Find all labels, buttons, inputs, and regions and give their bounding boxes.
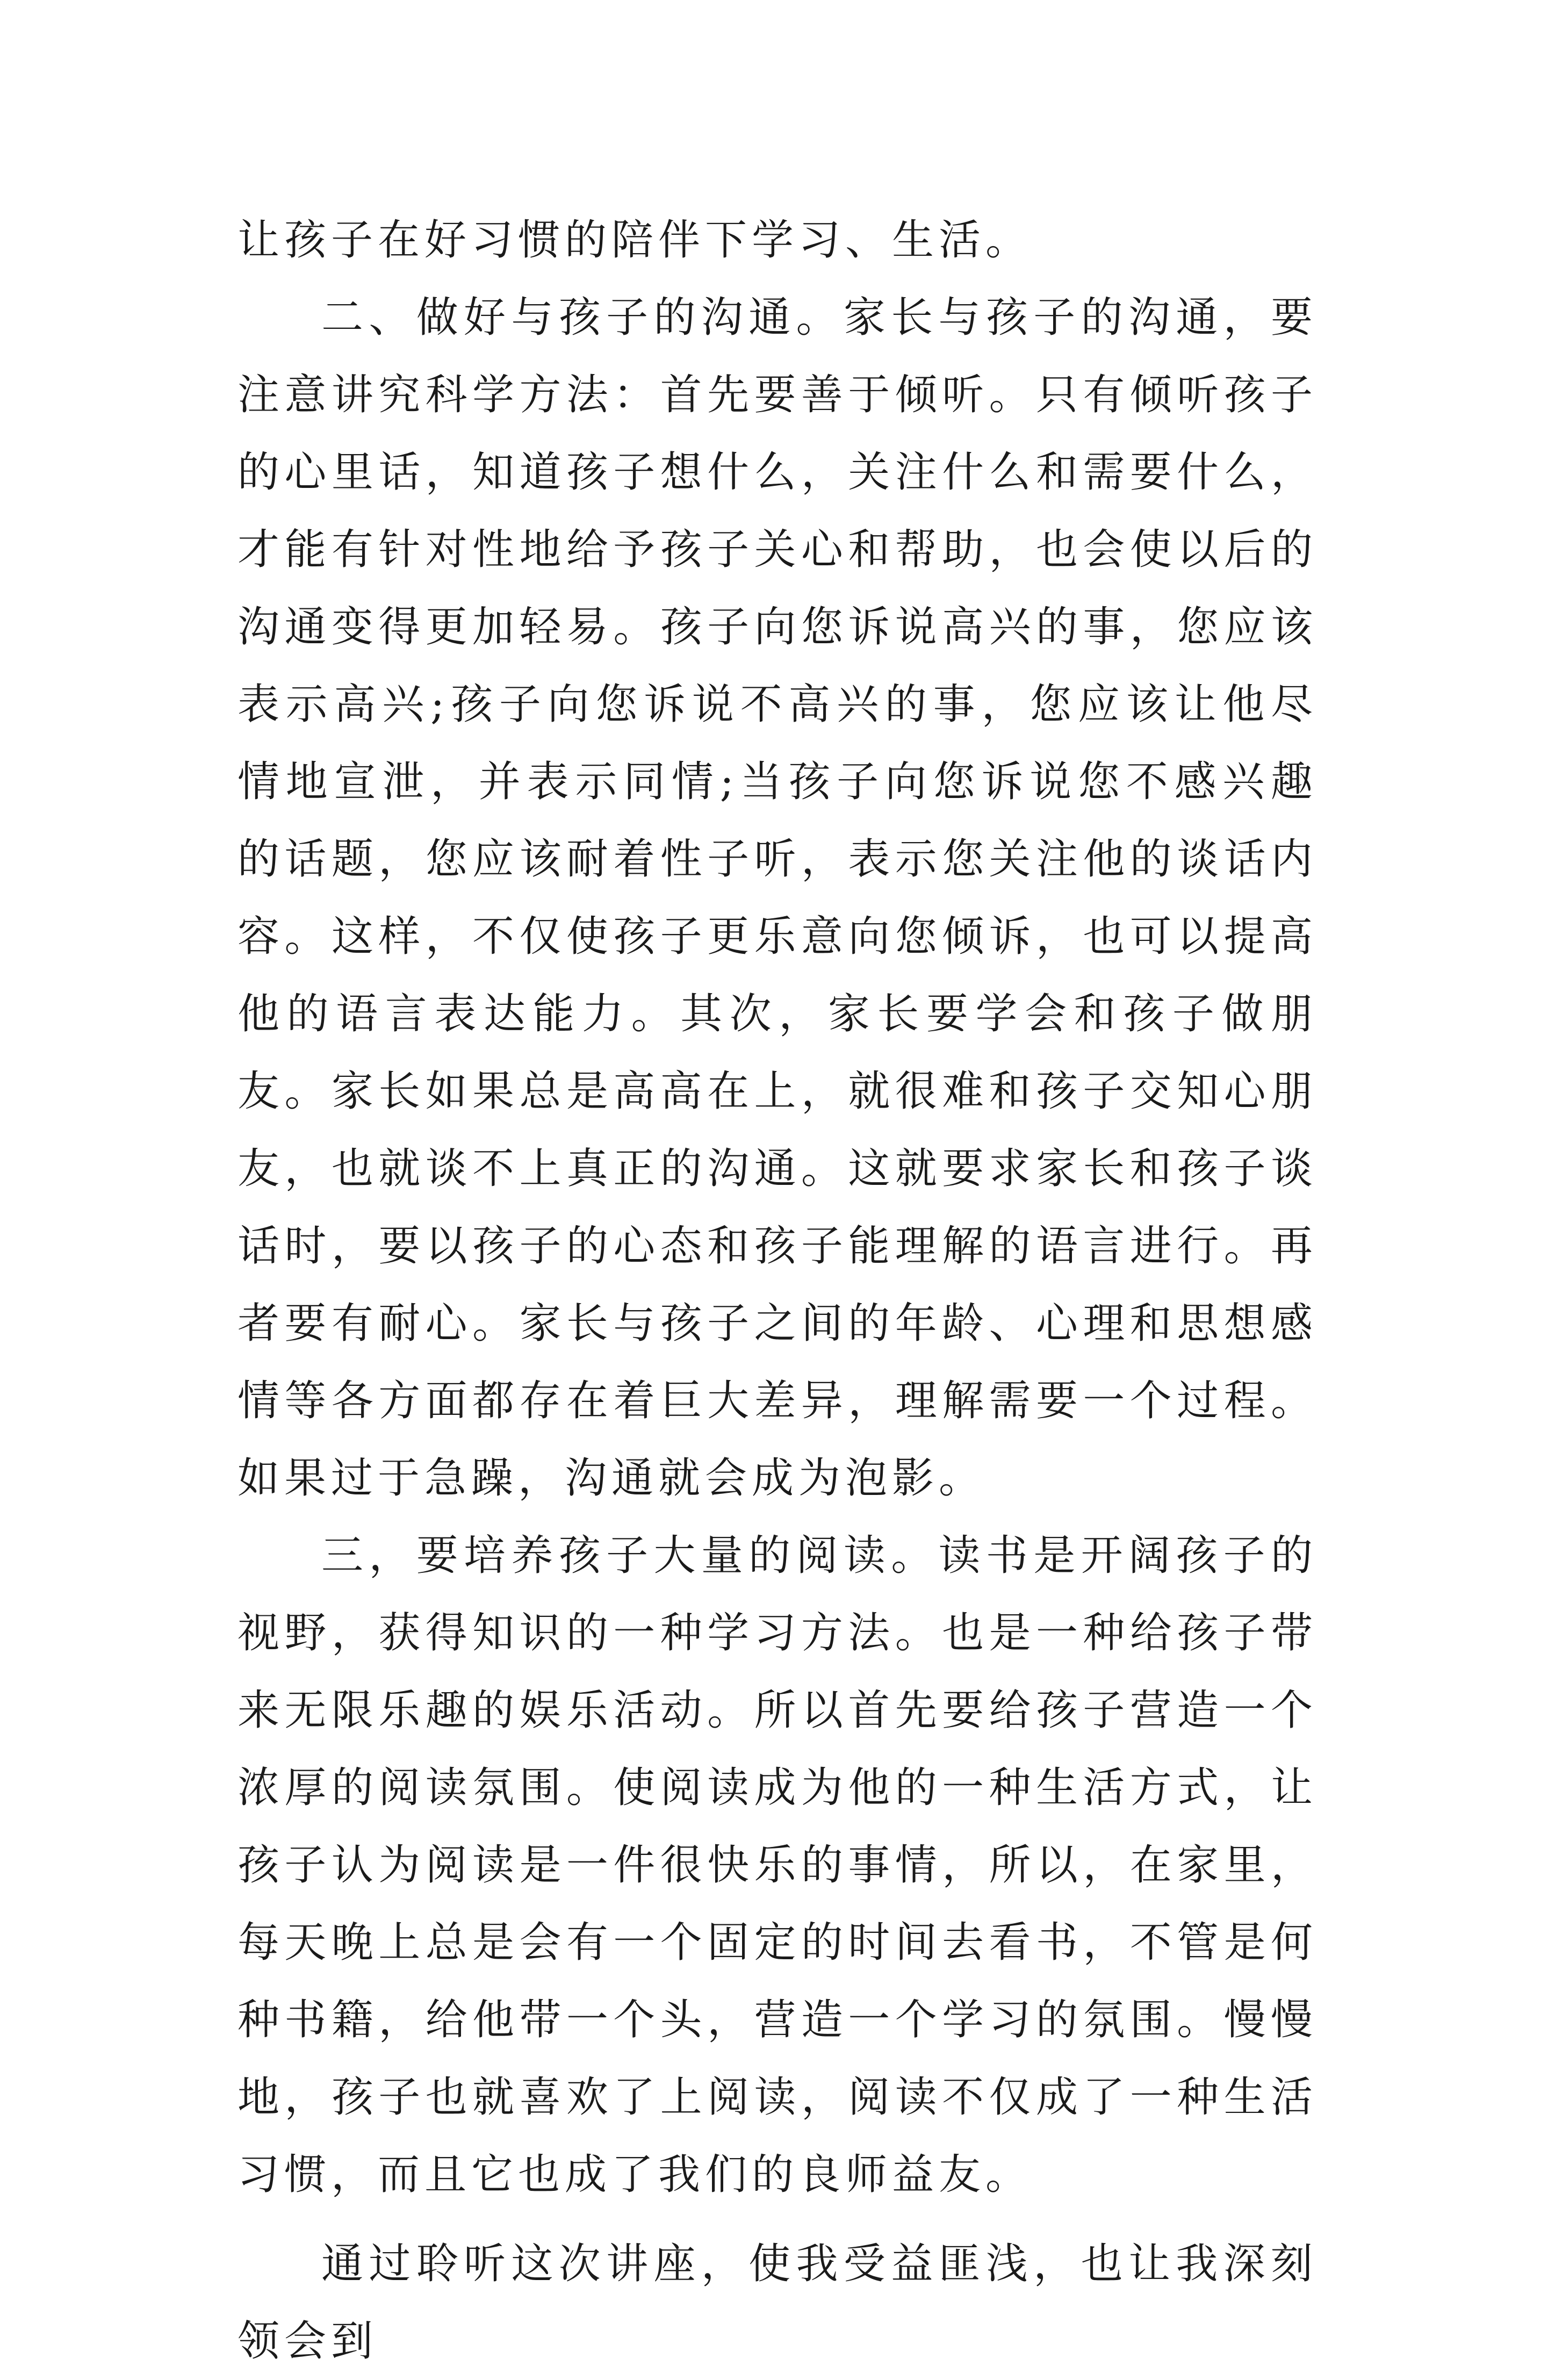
paragraph-continuation: 让孩子在好习惯的陪伴下学习、生活。 [237, 216, 1033, 264]
body-text [237, 202, 1318, 2380]
paragraph-reading: 三，要培养孩子大量的阅读。读书是开阔孩子的视野，获得知识的一种学习方法。也是一种给孩子带来无限乐趣的娱乐活动。所以首先要给孩子营造一个浓厚的阅读氛围。使阅读成为他的一种生活方式，让孩子认为阅读是一件很快乐的事情，所以，在家里，每天晚上总是会有一个固定的时间去看书，不管是何种书籍，给他带一个头，营造一个学习的氛围。慢慢地，孩子也就喜欢了上阅读，阅读不仅成了一种生活习惯，而且它也成了我们的良师益友。 [237, 1531, 1318, 2199]
paragraph-conclusion: 通过聆听这次讲座，使我受益匪浅，也让我深刻领会到 [237, 2240, 1318, 2365]
paragraph-communication: 二、做好与孩子的沟通。家长与孩子的沟通，要注意讲究科学方法：首先要善于倾听。只有倾听孩子的心里话，知道孩子想什么，关注什么和需要什么，才能有针对性地给予孩子关心和帮助，也会使以后的沟通变得更加轻易。孩子向您诉说高兴的事，您应该表示高兴;孩子向您诉说不高兴的事，您应该让他尽情地宣泄，并表示同情;当孩子向您诉说您不感兴趣的话题，您应该耐着性子听，表示您关注他的谈话内容。这样，不仅使孩子更乐意向您倾诉，也可以提高他的语言表达能力。其次，家长要学会和孩子做朋友。家长如果总是高高在上，就很难和孩子交知心朋友，也就谈不上真正的沟通。这就要求家长和孩子谈话时，要以孩子的心态和孩子能理解的语言进行。再者要有耐心。家长与孩子之间的年龄、心理和思想感情等各方面都存在着巨大差异，理解需要一个过程。如果过于急躁，沟通就会成为泡影。 [237, 293, 1318, 1502]
